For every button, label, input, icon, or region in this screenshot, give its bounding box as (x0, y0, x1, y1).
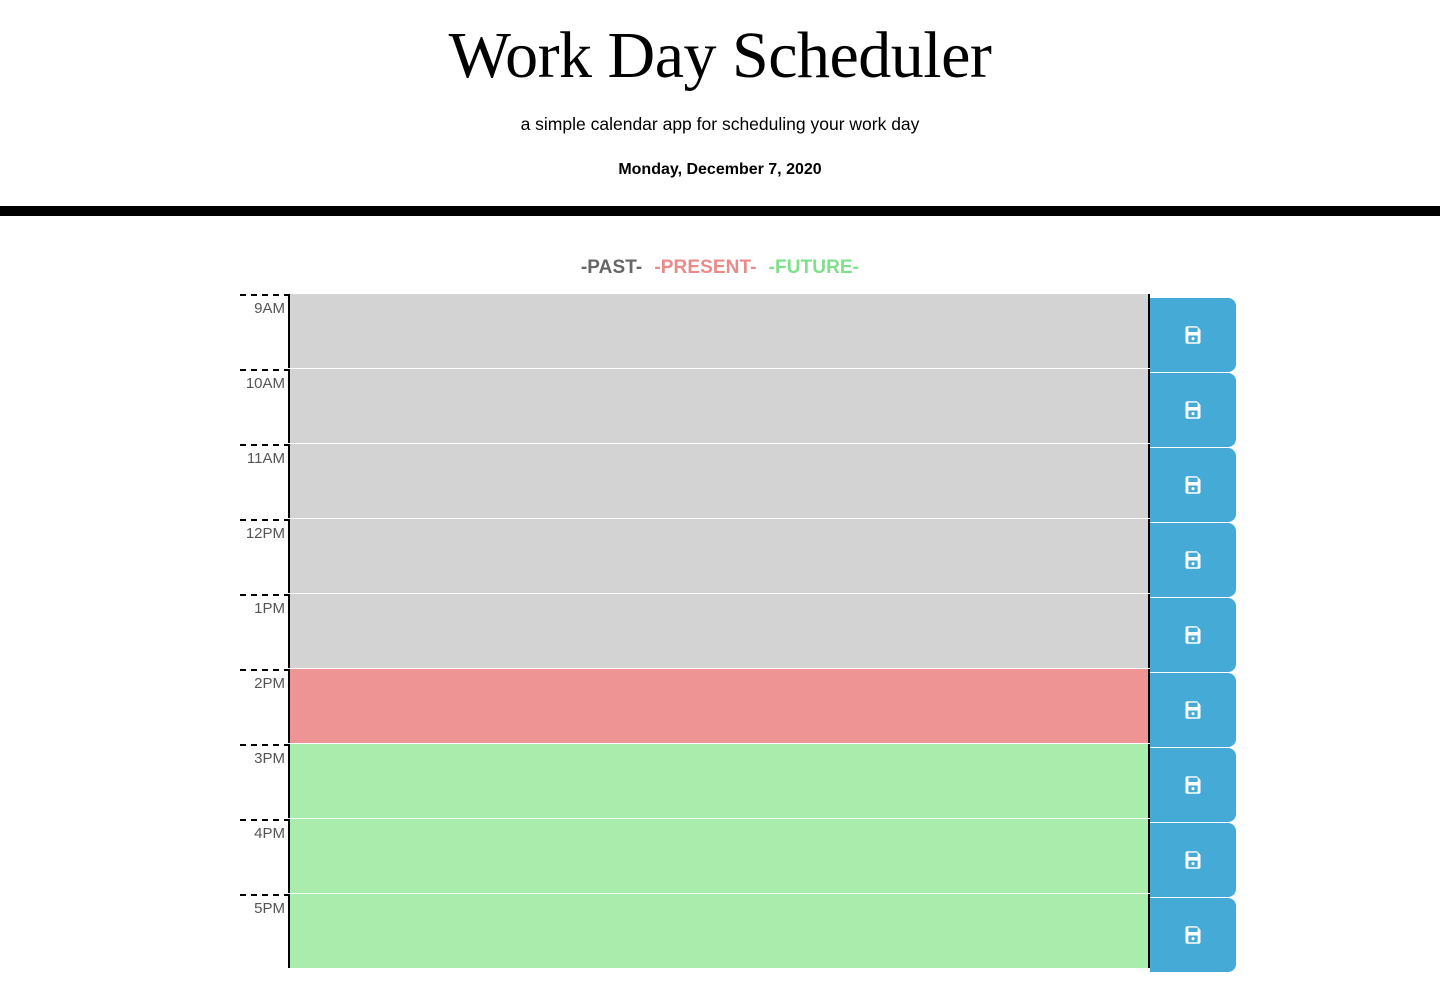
event-input-9am[interactable] (290, 294, 1150, 368)
save-button-12pm[interactable] (1150, 523, 1236, 597)
event-input-4pm[interactable] (290, 819, 1150, 893)
time-block-11am (240, 444, 1236, 518)
legend-future: -FUTURE- (768, 257, 860, 278)
hour-label-1pm: 1PM (240, 594, 290, 668)
save-floppy-disk-icon (1183, 475, 1203, 495)
header-divider (0, 206, 1440, 216)
save-button-2pm[interactable] (1150, 673, 1236, 747)
event-input-3pm[interactable] (290, 744, 1150, 818)
save-floppy-disk-icon (1183, 850, 1203, 870)
hour-label-12pm: 12PM (240, 519, 290, 593)
hour-label-2pm: 2PM (240, 669, 290, 743)
time-block-1pm (240, 594, 1236, 668)
hour-label-10am: 10AM (240, 369, 290, 443)
event-input-5pm[interactable] (290, 894, 1150, 968)
save-button-11am[interactable] (1150, 448, 1236, 522)
event-input-1pm[interactable] (290, 594, 1150, 668)
time-block-2pm (240, 669, 1236, 743)
event-input-2pm[interactable] (290, 669, 1150, 743)
time-block-12pm (240, 519, 1236, 593)
hour-label-11am: 11AM (240, 444, 290, 518)
time-state-legend (0, 256, 1440, 280)
time-block-9am (240, 294, 1236, 368)
time-block-3pm (240, 744, 1236, 818)
current-day: Monday, December 7, 2020 (618, 161, 822, 178)
page-subtitle: a simple calendar app for scheduling your work day (520, 114, 920, 134)
page-title: Work Day Scheduler (448, 19, 992, 92)
save-button-1pm[interactable] (1150, 598, 1236, 672)
save-floppy-disk-icon (1183, 700, 1203, 720)
legend-present: -PRESENT- (654, 257, 757, 278)
legend-past: -PAST- (580, 257, 643, 278)
save-floppy-disk-icon (1183, 775, 1203, 795)
save-button-3pm[interactable] (1150, 748, 1236, 822)
save-floppy-disk-icon (1183, 325, 1203, 345)
time-block-4pm (240, 819, 1236, 893)
event-input-10am[interactable] (290, 369, 1150, 443)
save-button-4pm[interactable] (1150, 823, 1236, 897)
time-block-5pm (240, 894, 1236, 968)
save-floppy-disk-icon (1183, 925, 1203, 945)
hour-label-9am: 9AM (240, 294, 290, 368)
hour-label-3pm: 3PM (240, 744, 290, 818)
event-input-11am[interactable] (290, 444, 1150, 518)
save-button-9am[interactable] (1150, 298, 1236, 372)
event-input-12pm[interactable] (290, 519, 1150, 593)
page-header (0, 0, 1440, 181)
schedule-grid (0, 294, 1440, 968)
save-floppy-disk-icon (1183, 400, 1203, 420)
save-floppy-disk-icon (1183, 625, 1203, 645)
save-floppy-disk-icon (1183, 550, 1203, 570)
save-button-5pm[interactable] (1150, 898, 1236, 972)
save-button-10am[interactable] (1150, 373, 1236, 447)
hour-label-4pm: 4PM (240, 819, 290, 893)
time-block-10am (240, 369, 1236, 443)
hour-label-5pm: 5PM (240, 894, 290, 968)
